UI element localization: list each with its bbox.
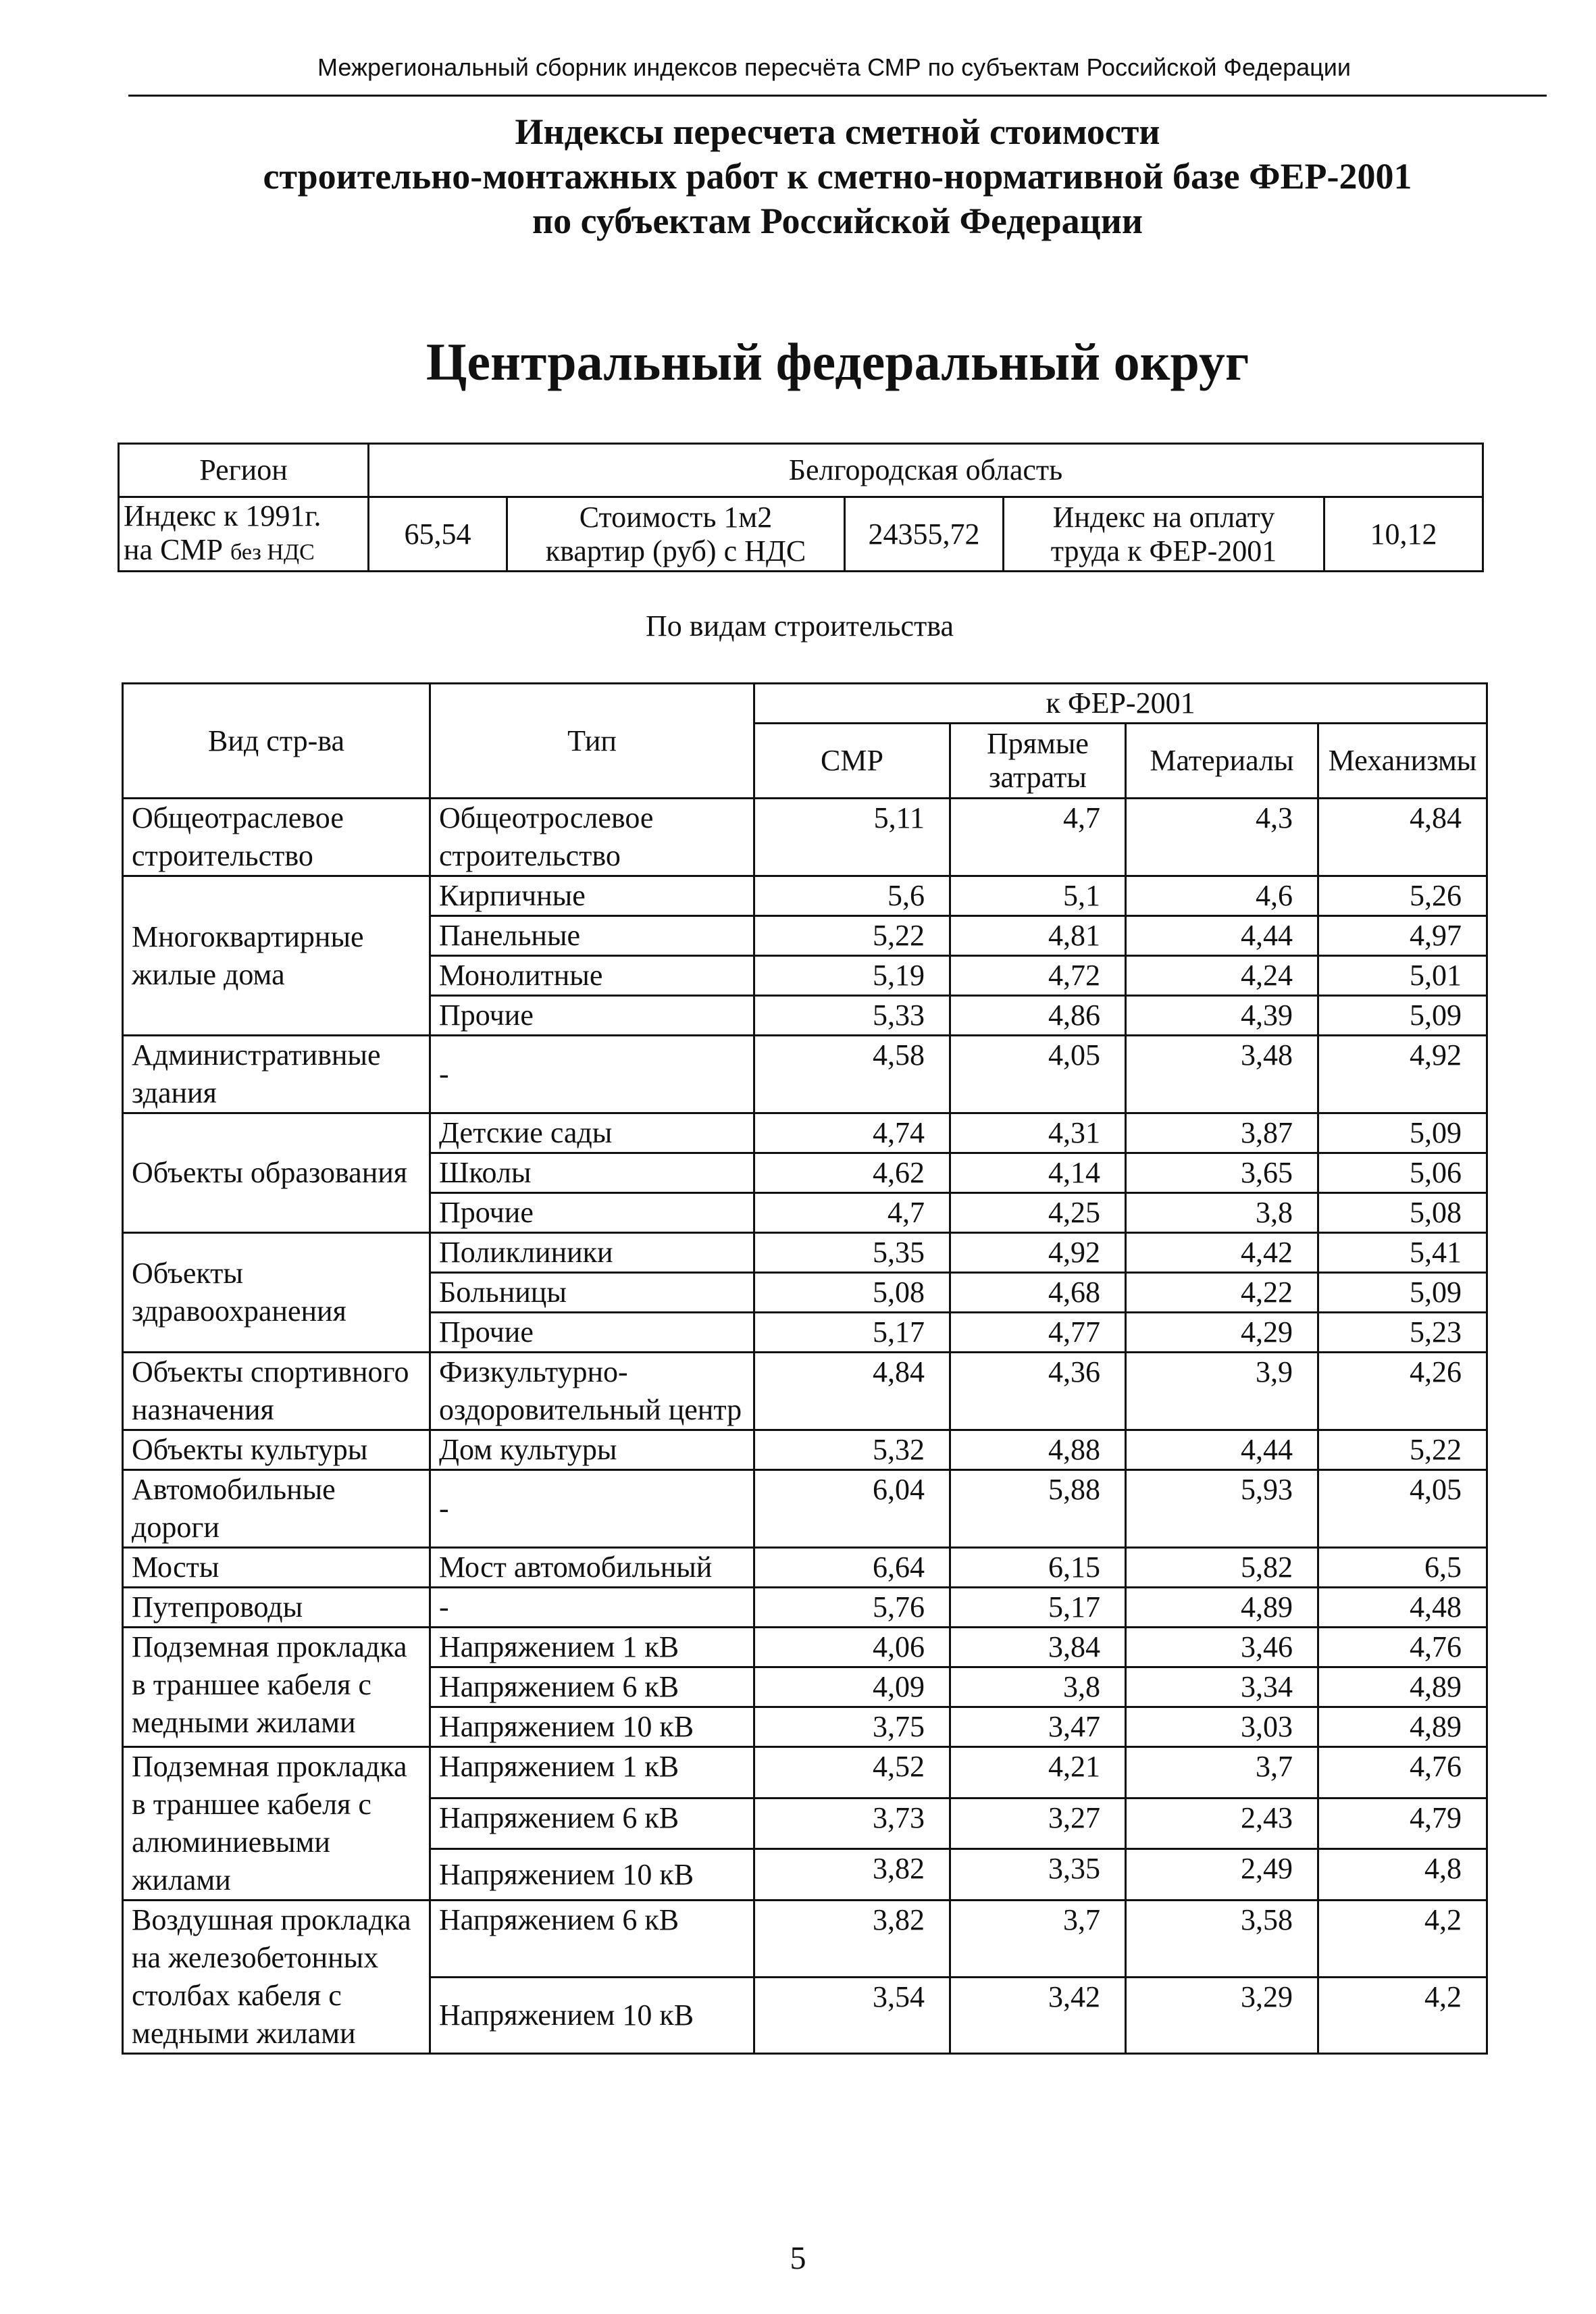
table-row [123, 1901, 1487, 1978]
mechanisms-value: 4,92 [1318, 1036, 1487, 1113]
construction-kind-cell: Мосты [123, 1548, 430, 1588]
smr-value: 4,84 [754, 1353, 950, 1430]
index-1991-value: 65,54 [369, 497, 507, 572]
materials-value: 5,93 [1126, 1470, 1318, 1548]
construction-type-cell: Дом культуры [430, 1430, 754, 1470]
construction-type-cell: Прочие [430, 1313, 754, 1353]
mechanisms-value: 4,8 [1318, 1849, 1487, 1901]
table-row [123, 1233, 1487, 1273]
smr-value: 4,62 [754, 1153, 950, 1193]
direct-costs-value: 3,27 [950, 1798, 1126, 1849]
direct-costs-value: 3,42 [950, 1977, 1126, 2054]
construction-type-cell: Напряжением 1 кВ [430, 1628, 754, 1667]
smr-value: 4,58 [754, 1036, 950, 1113]
smr-value: 5,33 [754, 996, 950, 1036]
construction-type-cell: Напряжением 6 кВ [430, 1901, 754, 1978]
mechanisms-value: 4,48 [1318, 1588, 1487, 1628]
materials-value: 3,48 [1126, 1036, 1318, 1113]
smr-value: 5,76 [754, 1588, 950, 1628]
construction-type-cell: Панельные [430, 916, 754, 956]
construction-type-cell: Школы [430, 1153, 754, 1193]
construction-kind-cell: Административные здания [123, 1036, 430, 1113]
materials-value: 5,82 [1126, 1548, 1318, 1588]
mechanisms-value: 4,97 [1318, 916, 1487, 956]
header-mechanisms: Механизмы [1318, 724, 1487, 799]
smr-value: 5,19 [754, 956, 950, 996]
smr-value: 3,73 [754, 1798, 950, 1849]
materials-value: 3,03 [1126, 1707, 1318, 1747]
direct-costs-value: 4,36 [950, 1353, 1126, 1430]
materials-value: 4,42 [1126, 1233, 1318, 1273]
direct-costs-value: 4,81 [950, 916, 1126, 956]
region-table [118, 443, 1484, 572]
smr-value: 4,06 [754, 1628, 950, 1667]
section-caption: По видам строительства [646, 609, 954, 643]
title-line-1: Индексы пересчета сметной стоимости [515, 111, 1160, 152]
materials-value: 4,89 [1126, 1588, 1318, 1628]
index-1991-label: Индекс к 1991г. на СМР без НДС [119, 497, 369, 572]
construction-kind-cell: Объекты культуры [123, 1430, 430, 1470]
mechanisms-value: 5,09 [1318, 1273, 1487, 1313]
direct-costs-value: 4,05 [950, 1036, 1126, 1113]
construction-type-cell: Детские сады [430, 1113, 754, 1153]
smr-value: 6,04 [754, 1470, 950, 1548]
smr-value: 4,09 [754, 1667, 950, 1707]
cost-per-m2-value: 24355,72 [845, 497, 1004, 572]
smr-value: 4,52 [754, 1747, 950, 1799]
direct-costs-value: 4,68 [950, 1273, 1126, 1313]
construction-type-cell: Напряжением 6 кВ [430, 1667, 754, 1707]
mechanisms-value: 4,79 [1318, 1798, 1487, 1849]
district-title: Центральный федеральный округ [426, 332, 1250, 391]
table-row [123, 1747, 1487, 1799]
construction-type-cell: - [430, 1036, 754, 1113]
direct-costs-value: 4,72 [950, 956, 1126, 996]
direct-costs-value: 4,86 [950, 996, 1126, 1036]
construction-type-cell: Общеотрослевое строительство [430, 799, 754, 876]
construction-kind-cell: Путепроводы [123, 1588, 430, 1628]
smr-value: 5,11 [754, 799, 950, 876]
direct-costs-value: 4,88 [950, 1430, 1126, 1470]
direct-costs-value: 5,88 [950, 1470, 1126, 1548]
materials-value: 4,3 [1126, 799, 1318, 876]
mechanisms-value: 4,84 [1318, 799, 1487, 876]
direct-costs-value: 4,7 [950, 799, 1126, 876]
mechanisms-value: 5,09 [1318, 1113, 1487, 1153]
construction-type-cell: Напряжением 6 кВ [430, 1798, 754, 1849]
smr-value: 5,08 [754, 1273, 950, 1313]
direct-costs-value: 6,15 [950, 1548, 1126, 1588]
mechanisms-value: 4,26 [1318, 1353, 1487, 1430]
materials-value: 4,44 [1126, 916, 1318, 956]
region-value: Белгородская область [369, 444, 1483, 497]
mechanisms-value: 5,08 [1318, 1193, 1487, 1233]
direct-costs-value: 4,31 [950, 1113, 1126, 1153]
materials-value: 4,29 [1126, 1313, 1318, 1353]
materials-value: 4,6 [1126, 876, 1318, 916]
construction-type-cell: Прочие [430, 996, 754, 1036]
mechanisms-value: 4,89 [1318, 1667, 1487, 1707]
smr-value: 5,22 [754, 916, 950, 956]
materials-value: 3,46 [1126, 1628, 1318, 1667]
smr-value: 5,35 [754, 1233, 950, 1273]
construction-kind-cell: Воздушная прокладка на железобетонных столбах кабеля с медными жилами [123, 1901, 430, 2054]
header-direct-costs: Прямые затраты [950, 724, 1126, 799]
construction-kind-cell: Подземная прокладка в траншее кабеля с алюминиевыми жилами [123, 1747, 430, 1901]
materials-value: 2,49 [1126, 1849, 1318, 1901]
smr-value: 4,7 [754, 1193, 950, 1233]
smr-value: 3,75 [754, 1707, 950, 1747]
construction-type-cell: Физкультурно-оздоровительный центр [430, 1353, 754, 1430]
header-kind: Вид стр-ва [123, 684, 430, 799]
materials-value: 2,43 [1126, 1798, 1318, 1849]
construction-type-cell: - [430, 1470, 754, 1548]
construction-type-cell: Монолитные [430, 956, 754, 996]
direct-costs-value: 3,84 [950, 1628, 1126, 1667]
construction-kind-cell: Объекты спортивного назначения [123, 1353, 430, 1430]
direct-costs-value: 4,92 [950, 1233, 1126, 1273]
construction-type-cell: Напряжением 1 кВ [430, 1747, 754, 1799]
direct-costs-value: 4,21 [950, 1747, 1126, 1799]
mechanisms-value: 4,2 [1318, 1977, 1487, 2054]
table-row [123, 1430, 1487, 1470]
construction-type-cell: Напряжением 10 кВ [430, 1977, 754, 2054]
construction-kind-cell: Многоквартирные жилые дома [123, 876, 430, 1036]
labor-index-label: Индекс на оплату труда к ФЕР-2001 [1004, 497, 1324, 572]
direct-costs-value: 3,7 [950, 1901, 1126, 1978]
smr-value: 6,64 [754, 1548, 950, 1588]
construction-index-table [122, 682, 1488, 2055]
direct-costs-value: 5,17 [950, 1588, 1126, 1628]
mechanisms-value: 5,22 [1318, 1430, 1487, 1470]
direct-costs-value: 4,77 [950, 1313, 1126, 1353]
direct-costs-value: 3,47 [950, 1707, 1126, 1747]
construction-type-cell: Напряжением 10 кВ [430, 1707, 754, 1747]
cost-per-m2-label: Стоимость 1м2 квартир (руб) с НДС [507, 497, 845, 572]
header-rule [128, 95, 1547, 97]
mechanisms-value: 4,05 [1318, 1470, 1487, 1548]
materials-value: 4,22 [1126, 1273, 1318, 1313]
header-fer-group: к ФЕР-2001 [754, 684, 1487, 724]
table-row [123, 876, 1487, 916]
smr-value: 3,82 [754, 1849, 950, 1901]
construction-kind-cell: Общеотраслевое строительство [123, 799, 430, 876]
mechanisms-value: 5,41 [1318, 1233, 1487, 1273]
mechanisms-value: 6,5 [1318, 1548, 1487, 1588]
direct-costs-value: 5,1 [950, 876, 1126, 916]
mechanisms-value: 4,2 [1318, 1901, 1487, 1978]
materials-value: 4,24 [1126, 956, 1318, 996]
table-row [123, 1353, 1487, 1430]
materials-value: 3,29 [1126, 1977, 1318, 2054]
document-title [128, 109, 1547, 243]
smr-value: 4,74 [754, 1113, 950, 1153]
mechanisms-value: 5,01 [1318, 956, 1487, 996]
table-row [123, 1588, 1487, 1628]
direct-costs-value: 4,14 [950, 1153, 1126, 1193]
mechanisms-value: 4,76 [1318, 1628, 1487, 1667]
direct-costs-value: 3,35 [950, 1849, 1126, 1901]
smr-value: 3,54 [754, 1977, 950, 2054]
mechanisms-value: 4,89 [1318, 1707, 1487, 1747]
title-line-2: строительно-монтажных работ к сметно-нормативной базе ФЕР-2001 [263, 156, 1412, 197]
materials-value: 4,39 [1126, 996, 1318, 1036]
smr-value: 5,6 [754, 876, 950, 916]
mechanisms-value: 5,06 [1318, 1153, 1487, 1193]
table-row [123, 1548, 1487, 1588]
table-body [123, 799, 1487, 2054]
materials-value: 4,44 [1126, 1430, 1318, 1470]
region-label: Регион [119, 444, 369, 497]
header-smr: СМР [754, 724, 950, 799]
construction-kind-cell: Автомобильные дороги [123, 1470, 430, 1548]
page-number: 5 [790, 2240, 806, 2276]
materials-value: 3,87 [1126, 1113, 1318, 1153]
table-row [123, 1628, 1487, 1667]
construction-type-cell: Напряжением 10 кВ [430, 1849, 754, 1901]
mechanisms-value: 5,23 [1318, 1313, 1487, 1353]
construction-type-cell: Кирпичные [430, 876, 754, 916]
smr-value: 5,17 [754, 1313, 950, 1353]
materials-value: 3,34 [1126, 1667, 1318, 1707]
running-header: Межрегиональный сборник индексов пересчёта СМР по субъектам Российской Федерации [317, 53, 1352, 81]
mechanisms-value: 4,76 [1318, 1747, 1487, 1799]
construction-kind-cell: Объекты здравоохранения [123, 1233, 430, 1353]
construction-type-cell: Больницы [430, 1273, 754, 1313]
table-row [123, 1113, 1487, 1153]
materials-value: 3,65 [1126, 1153, 1318, 1193]
header-type: Тип [430, 684, 754, 799]
smr-value: 5,32 [754, 1430, 950, 1470]
table-row [123, 1470, 1487, 1548]
materials-value: 3,7 [1126, 1747, 1318, 1799]
construction-type-cell: Поликлиники [430, 1233, 754, 1273]
materials-value: 3,8 [1126, 1193, 1318, 1233]
materials-value: 3,9 [1126, 1353, 1318, 1430]
title-line-3: по субъектам Российской Федерации [532, 201, 1143, 241]
construction-type-cell: Прочие [430, 1193, 754, 1233]
construction-kind-cell: Объекты образования [123, 1113, 430, 1233]
mechanisms-value: 5,09 [1318, 996, 1487, 1036]
mechanisms-value: 5,26 [1318, 876, 1487, 916]
table-row [123, 1036, 1487, 1113]
construction-type-cell: - [430, 1588, 754, 1628]
table-row [123, 799, 1487, 876]
labor-index-value: 10,12 [1324, 497, 1483, 572]
construction-kind-cell: Подземная прокладка в траншее кабеля с медными жилами [123, 1628, 430, 1747]
smr-value: 3,82 [754, 1901, 950, 1978]
construction-type-cell: Мост автомобильный [430, 1548, 754, 1588]
direct-costs-value: 4,25 [950, 1193, 1126, 1233]
materials-value: 3,58 [1126, 1901, 1318, 1978]
direct-costs-value: 3,8 [950, 1667, 1126, 1707]
header-materials: Материалы [1126, 724, 1318, 799]
